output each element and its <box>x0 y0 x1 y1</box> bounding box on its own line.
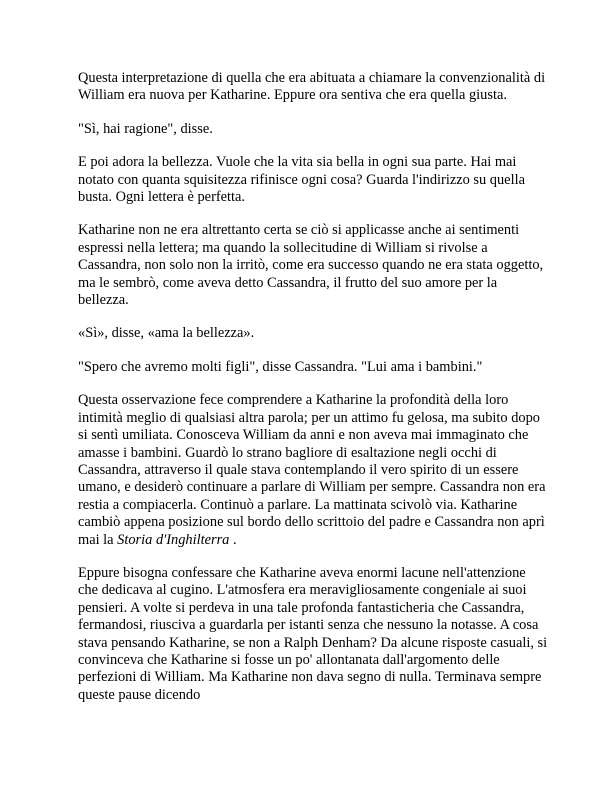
paragraph-8: Eppure bisogna confessare che Katharine aveva enormi lacune nell'attenzione che dedicava al cugino. L'atmosfera era meravigliosamente congeniale ai suoi pensieri. A volte si perdeva in una tale profonda fantasticheria che Cassandra, fermandosi, riusciva a guardarla per istanti senza che nessuno la notasse. A cosa stava pensando Katharine, se non a Ralph Denham? Da alcune risposte casuali, si convinceva che Katharine si fosse un po' allontanata dall'argomento delle perfezioni di William. Ma Katharine non dava segno di nulla. Terminava sempre queste pause dicendo <box>78 564 548 703</box>
paragraph-6: "Spero che avremo molti figli", disse Cassandra. "Lui ama i bambini." <box>78 358 483 375</box>
paragraph-4: Katharine non ne era altrettanto certa se ciò si applicasse anche ai sentimenti espressi nella lettera; ma quando la sollecitudine di William si rivolse a Cassandra, non solo non la irritò, come era successo quando ne era stata oggetto, ma le sembrò, come aveva detto Cassandra, il frutto del suo amore per la bellezza. <box>78 222 544 309</box>
book-title: Storia d'Inghilterra <box>117 531 230 548</box>
paragraph-2: "Sì, hai ragione", disse. <box>78 120 213 137</box>
paragraph-7-tail: . <box>229 531 237 548</box>
paragraph-1: Questa interpretazione di quella che era abituata a chiamare la convenzionalità di William era nuova per Katharine. Eppure ora sentiva che era quella giusta. <box>78 70 546 104</box>
document-page <box>78 70 548 704</box>
paragraph-5: «Sì», disse, «ama la bellezza». <box>78 325 255 342</box>
paragraph-3: E poi adora la bellezza. Vuole che la vita sia bella in ogni sua parte. Hai mai notato con quanta squisitezza rifinisce ogni cosa? Guarda l'indirizzo su quella busta. Ogni lettera è perfetta. <box>78 154 525 206</box>
paragraph-7-text: Questa osservazione fece comprendere a Katharine la profondità della loro intimità meglio di qualsiasi altra parola; per un attimo fu gelosa, ma subito dopo si sentì umiliata. Conosceva William da anni e non aveva mai immaginato che amasse i bambini. Guardò lo strano bagliore di esaltazione negli occhi di Cassandra, attraverso il quale stava contemplando il vero spirito di un essere umano, e desiderò continuare a parlare di William per sempre. Cassandra non era restia a compiacerla. Continuò a parlare. La mattinata scivolò via. Katharine cambiò appena posizione sul bordo dello scrittoio del padre e Cassandra non aprì mai la <box>78 392 546 548</box>
paragraph-7 <box>78 392 548 549</box>
